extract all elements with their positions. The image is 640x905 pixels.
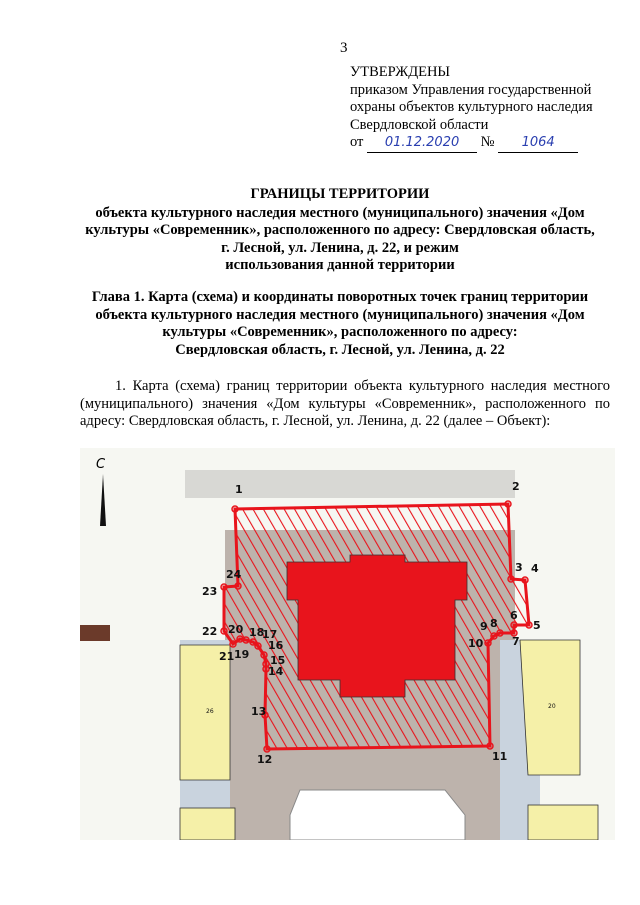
approval-number: 1064 bbox=[498, 134, 578, 153]
chapter-line: Глава 1. Карта (схема) и координаты поворотных точек границ территории bbox=[91, 289, 589, 305]
boundary-point-label: 6 bbox=[510, 609, 518, 622]
boundary-point-label: 5 bbox=[533, 619, 541, 632]
document-title bbox=[40, 186, 640, 275]
boundary-point-label: 18 bbox=[249, 626, 265, 639]
territory-map bbox=[80, 448, 615, 840]
boundary-point-label: 4 bbox=[531, 562, 539, 575]
chapter-line: Свердловская область, г. Лесной, ул. Ленина, д. 22 bbox=[175, 341, 505, 358]
boundary-point-label: 20 bbox=[228, 623, 244, 636]
from-label: от bbox=[350, 134, 364, 150]
boundary-point-label: 19 bbox=[234, 648, 250, 661]
boundary-point-label: 15 bbox=[270, 654, 286, 667]
building bbox=[180, 808, 235, 840]
title-line: г. Лесной, ул. Ленина, д. 22, и режим bbox=[221, 239, 459, 256]
boundary-point-label: 1 bbox=[235, 483, 243, 496]
number-label: № bbox=[480, 134, 495, 150]
boundary-point-label: 11 bbox=[492, 750, 508, 763]
boundary-point-label: 10 bbox=[468, 637, 484, 650]
boundary-point-label: 24 bbox=[226, 568, 242, 581]
boundary-point-label: 22 bbox=[202, 625, 218, 638]
boundary-point-label: 9 bbox=[480, 620, 488, 633]
approval-line: Свердловской области bbox=[350, 116, 489, 133]
building-label: 20 bbox=[548, 703, 556, 710]
chapter-line: объекта культурного наследия местного (муниципального) значения «Дом bbox=[95, 306, 585, 323]
boundary-point-label: 17 bbox=[262, 628, 278, 641]
chapter-line: культуры «Современник», расположенного по адресу: bbox=[162, 324, 518, 340]
page-number: 3 bbox=[340, 40, 348, 56]
paragraph-1: 1. Карта (схема) границ территории объекта культурного наследия местного (муниципального) значения «Дом культуры «Современник», расположенного по адресу: Свердловская область, г. Лесной, ул. Ленина, д. 22 (далее – Объект): bbox=[80, 378, 610, 429]
square bbox=[290, 790, 465, 840]
title-line: использования данной территории bbox=[225, 257, 455, 273]
boundary-point-label: 3 bbox=[515, 561, 523, 574]
title-line: объекта культурного наследия местного (муниципального) значения «Дом bbox=[95, 204, 585, 221]
heritage-building bbox=[287, 555, 467, 697]
boundary-point-label: 23 bbox=[202, 585, 218, 598]
boundary-point-label: 13 bbox=[251, 705, 267, 718]
north-label: С bbox=[96, 457, 106, 472]
boundary-point-label: 7 bbox=[512, 635, 520, 648]
garage bbox=[80, 625, 110, 641]
title-line: культуры «Современник», расположенного по адресу: Свердловская область, bbox=[85, 222, 595, 238]
title-line: ГРАНИЦЫ ТЕРРИТОРИИ bbox=[250, 186, 430, 202]
chapter-heading bbox=[40, 289, 640, 359]
boundary-point-label: 21 bbox=[219, 650, 235, 663]
building-26 bbox=[180, 645, 230, 780]
approval-heading: УТВЕРЖДЕНЫ bbox=[350, 64, 451, 80]
approval-date: 01.12.2020 bbox=[367, 134, 477, 153]
approval-block bbox=[350, 64, 593, 153]
boundary-point-label: 2 bbox=[512, 480, 520, 493]
boundary-point-label: 14 bbox=[268, 665, 284, 678]
approval-date-line bbox=[350, 134, 593, 153]
boundary-point-label: 16 bbox=[268, 639, 284, 652]
building-label: 26 bbox=[206, 708, 214, 715]
approval-line: приказом Управления государственной bbox=[350, 81, 592, 98]
building bbox=[528, 805, 598, 840]
boundary-point-label: 8 bbox=[490, 617, 498, 630]
approval-line: охраны объектов культурного наследия bbox=[350, 99, 593, 115]
boundary-point-label: 12 bbox=[257, 753, 273, 766]
